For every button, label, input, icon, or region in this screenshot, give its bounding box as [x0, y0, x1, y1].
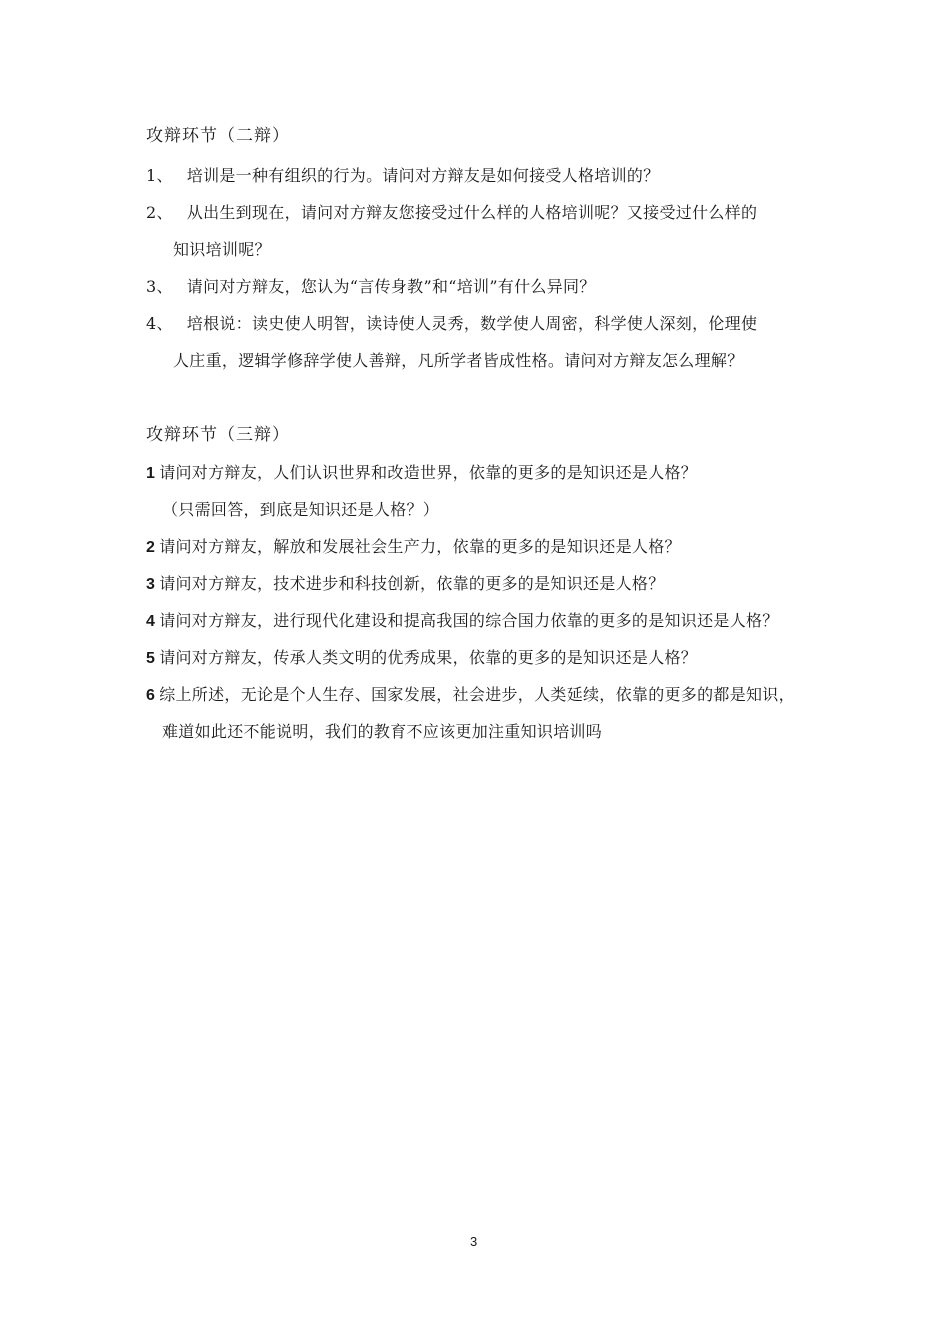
section3-item-6-cont: 难道如此还不能说明，我们的教育不应该更加注重知识培训吗: [162, 722, 603, 741]
item-number: 3: [146, 576, 156, 593]
item-text: 请问对方辩友，传承人类文明的优秀成果，依靠的更多的是知识还是人格？: [159, 648, 698, 667]
item-number: 4、: [146, 314, 173, 333]
item-number: 1: [146, 465, 156, 482]
section2-item-2-cont: 知识培训呢？: [173, 240, 271, 259]
section3-item-1: [146, 460, 697, 483]
item-text: 请问对方辩友，进行现代化建设和提高我国的综合国力依靠的更多的是知识还是人格？: [159, 611, 779, 630]
section3-item-1-note: （只需回答，到底是知识还是人格？）: [162, 500, 440, 519]
item-number: 3、: [146, 277, 173, 296]
section2-item-2: [146, 200, 757, 223]
item-text: 培训是一种有组织的行为。请问对方辩友是如何接受人格培训的？: [186, 166, 660, 185]
item-number: 5: [146, 650, 156, 667]
item-number: 1、: [146, 166, 173, 185]
section2-item-4-cont: 人庄重，逻辑学修辞学使人善辩，凡所学者皆成性格。请问对方辩友怎么理解？: [173, 351, 744, 370]
section3-item-5: [146, 645, 697, 668]
item-number: 6: [146, 687, 156, 704]
item-text: 综上所述，无论是个人生存、国家发展，社会进步，人类延续，依靠的更多的都是知识，: [159, 685, 795, 704]
section3-title: 攻辩环节（三辩）: [146, 425, 290, 445]
section3-item-3: [146, 571, 665, 594]
section2-title: 攻辩环节（二辩）: [146, 126, 290, 146]
item-number: 2: [146, 539, 156, 556]
item-text: 从出生到现在，请问对方辩友您接受过什么样的人格培训呢？又接受过什么样的: [186, 203, 758, 222]
section3-item-6: [146, 682, 795, 705]
page-number: 3: [470, 1234, 478, 1249]
item-text: 请问对方辩友，人们认识世界和改造世界，依靠的更多的是知识还是人格？: [159, 463, 698, 482]
section2-item-4: [146, 311, 757, 334]
item-number: 2、: [146, 203, 173, 222]
section3-item-2: [146, 534, 681, 557]
item-text: 请问对方辩友，技术进步和科技创新，依靠的更多的是知识还是人格？: [159, 574, 665, 593]
item-text: 请问对方辩友，您认为“言传身教”和“培训”有什么异同？: [186, 277, 596, 296]
section2-item-1: [146, 163, 659, 186]
item-number: 4: [146, 613, 156, 630]
section3-item-4: [146, 608, 779, 631]
section2-item-3: [146, 274, 596, 297]
item-text: 请问对方辩友，解放和发展社会生产力，依靠的更多的是知识还是人格？: [159, 537, 681, 556]
item-text: 培根说：读史使人明智，读诗使人灵秀，数学使人周密，科学使人深刻，伦理使: [186, 314, 758, 333]
